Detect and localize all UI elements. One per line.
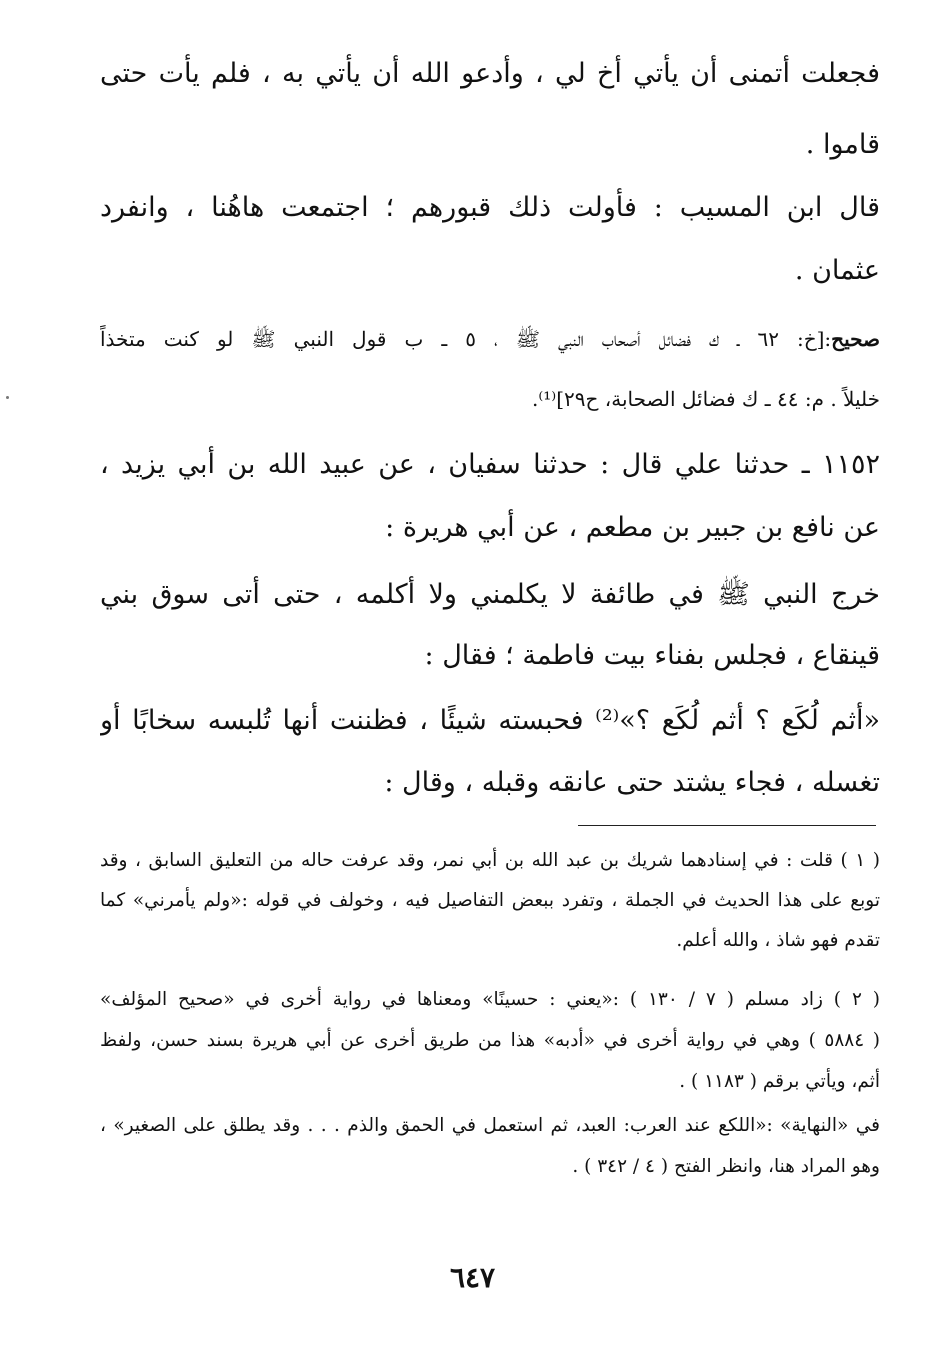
footnote-line: ( ١ ) قلت : في إسنادهما شريك بن عبد الله بن أبي نمر، وقد عرفت حاله من التعليق السابق ، وقد [100, 850, 880, 871]
margin-dot [6, 396, 9, 399]
authentication-note-line [100, 322, 880, 356]
text-line: قال ابن المسيب : فأولت ذلك قبورهم ؛ اجتمعت هاهُنا ، وانفرد [100, 192, 880, 223]
text-line: قينقاع ، فجلس بفناء بيت فاطمة ؛ فقال : [424, 640, 880, 671]
footnote-line: ( ٢ ) زاد مسلم ( ٧ / ١٣٠ ) :«يعني : حسينًا» ومعناها في رواية أخرى في «صحيح المؤلف» [100, 989, 880, 1010]
text-line: عن نافع بن جبير بن مطعم ، عن أبي هريرة : [385, 512, 880, 543]
footnote-line: وهو المراد هنا، وانظر الفتح ( ٤ / ٣٤٢ ) . [572, 1156, 880, 1177]
text-line: فجعلت أتمنى أن يأتي أخ لي ، وأدعو الله أن يأتي به ، فلم يأت حتى [100, 58, 880, 89]
text-line: خرج النبي ﷺ في طائفة لا يكلمني ولا أكلمه ، حتى أتى سوق بني [100, 579, 880, 610]
footnote-line: في «النهاية» :«اللكع عند العرب: العبد، ثم استعمل في الحمق والذم . . . وقد يطلق على الصغير» ، [100, 1115, 880, 1136]
text-line: تغسله ، فجاء يشتد حتى عانقه وقبله ، وقال : [384, 767, 880, 798]
footnote-line: ( ٥٨٨٤ ) وهي في رواية أخرى في «أدبه» هذا من طريق أخرى عن أبي هريرة بسند حسن، ولفظ [100, 1030, 880, 1051]
footnote-line: تقدم فهو شاذ ، والله أعلم. [676, 930, 880, 951]
hadith-number-line: ١١٥٢ ـ حدثنا علي قال : حدثنا سفيان ، عن عبيد الله بن أبي يزيد ، [100, 449, 880, 480]
text-line: «أثم لُكَع ؟ أثم لُكَع ؟»⁽²⁾ فحبسته شيئًا ، فظننت أنها تُلبسه سخابًا أو [100, 705, 880, 736]
text-line: عثمان . [794, 255, 880, 286]
footnote-divider [578, 825, 876, 826]
authentication-label: صحيح [831, 327, 880, 351]
authentication-text: :[خ: ٦٢ ـ ك فضائل أصحاب النبي ﷺ ، ٥ ـ ب قول النبي ﷺ لو كنت متخذاً [100, 327, 832, 351]
authentication-note-line: خليلاً . م: ٤٤ ـ ك فضائل الصحابة، ح٢٩]⁽¹⁾. [531, 387, 880, 411]
page-number: ٦٤٧ [449, 1261, 496, 1294]
footnote-line: أثم، ويأتي برقم ( ١١٨٣ ) . [679, 1071, 880, 1092]
text-line: قاموا . [805, 129, 880, 160]
footnote-line: توبع على هذا الحديث في الجملة ، وتفرد ببعض التفاصيل فيه ، وخولف في قوله :«ولم يأمرني» كما [100, 890, 880, 911]
